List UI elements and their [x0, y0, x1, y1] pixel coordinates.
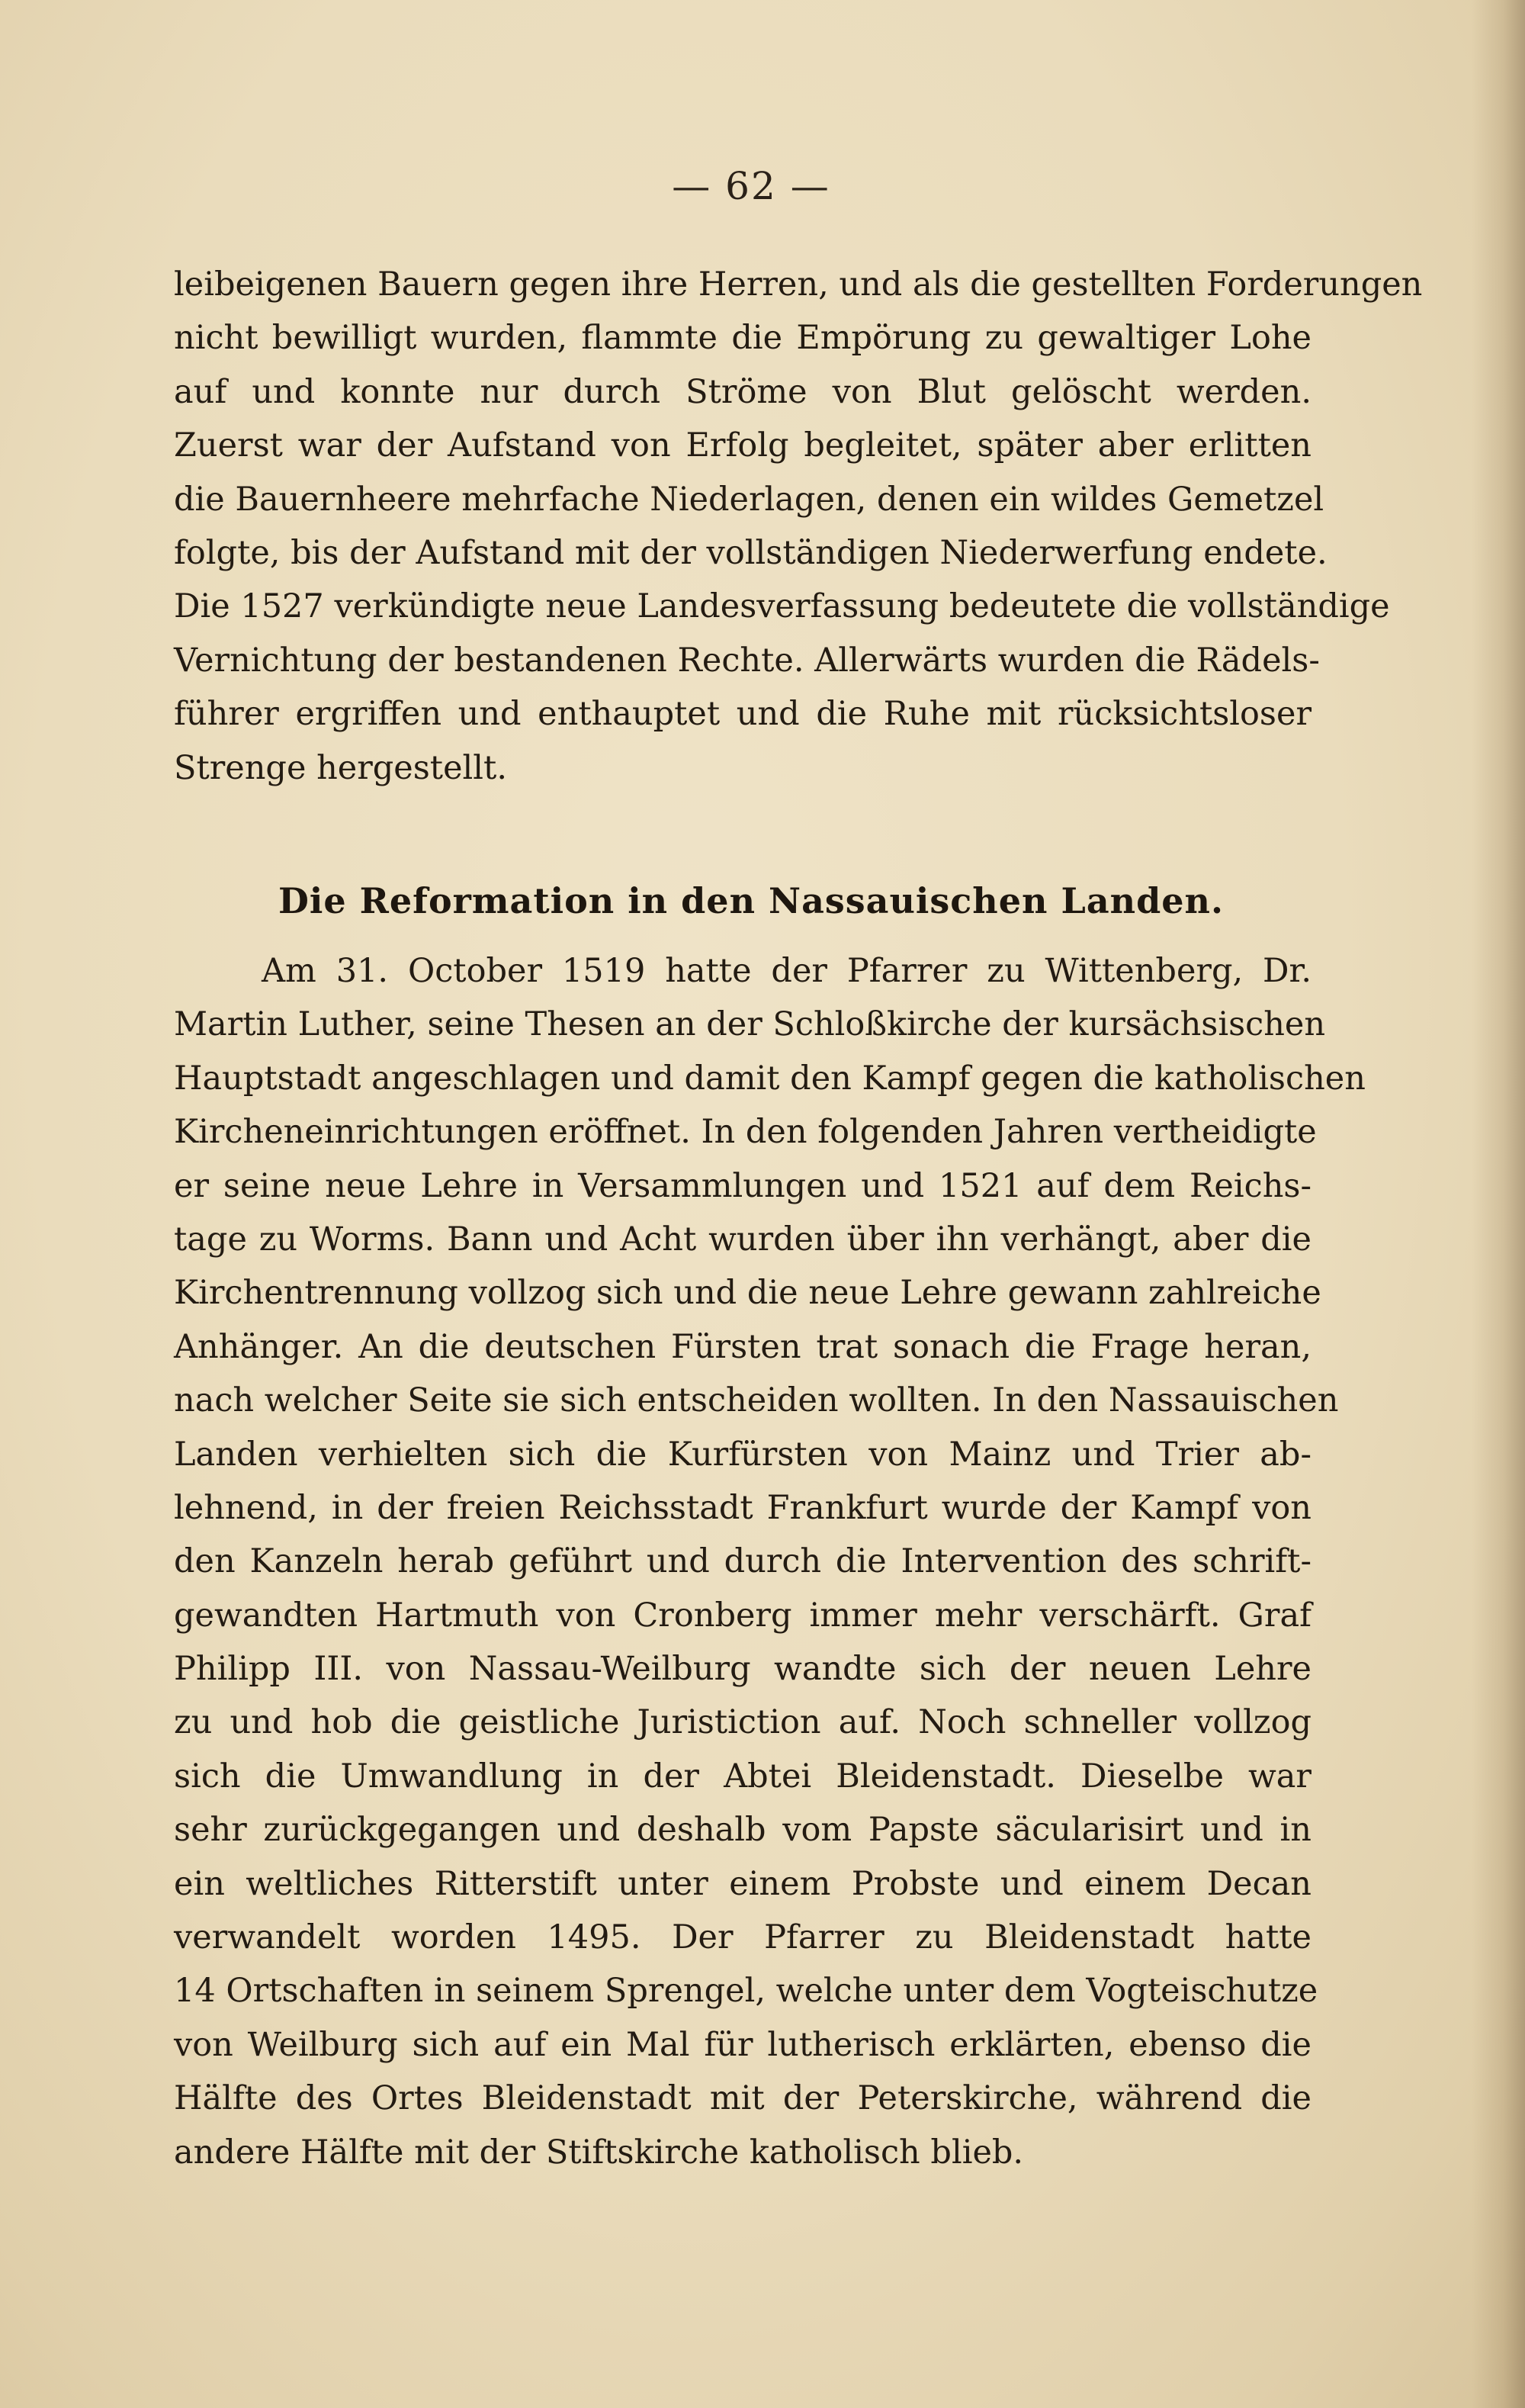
page-number: — 62 —	[672, 164, 830, 208]
text-line: Die 1527 verkündigte neue Landesverfassung bedeutete die vollständige	[174, 587, 1390, 626]
text-line: Martin Luther, seine Thesen an der Schloßkirche der kursächsischen	[174, 1005, 1326, 1044]
text-line: Vernichtung der bestandenen Rechte. Allerwärts wurden die Rädels-	[174, 641, 1320, 680]
text-line: nach welcher Seite sie sich entscheiden wollten. In den Nassauischen	[174, 1381, 1339, 1420]
text-line: den Kanzeln herab geführt und durch die Intervention des schrift-	[174, 1542, 1312, 1581]
text-line: Hauptstadt angeschlagen und damit den Kampf gegen die katholischen	[174, 1059, 1366, 1098]
text-line: von Weilburg sich auf ein Mal für lutherisch erklärten, ebenso die	[174, 2025, 1312, 2064]
section-heading: Die Reformation in den Nassauischen Landen.	[278, 880, 1224, 921]
text-line: gewandten Hartmuth von Cronberg immer mehr verschärft. Graf	[174, 1596, 1312, 1635]
text-line: Am 31. October 1519 hatte der Pfarrer zu Wittenberg, Dr.	[262, 952, 1312, 990]
text-line: sehr zurückgegangen und deshalb vom Papste säcularisirt und in	[174, 1811, 1312, 1850]
text-line: er seine neue Lehre in Versammlungen und 1521 auf dem Reichs-	[174, 1166, 1312, 1205]
text-line: Strenge hergestellt.	[174, 748, 507, 787]
text-line: auf und konnte nur durch Ströme von Blut gelöscht werden.	[174, 372, 1312, 411]
text-line: verwandelt worden 1495. Der Pfarrer zu Bleidenstadt hatte	[174, 1918, 1312, 1957]
text-line: sich die Umwandlung in der Abtei Bleidenstadt. Dieselbe war	[174, 1757, 1312, 1796]
text-line: tage zu Worms. Bann und Acht wurden über ihn verhängt, aber die	[174, 1220, 1312, 1259]
text-line: die Bauernheere mehrfache Niederlagen, denen ein wildes Gemetzel	[174, 480, 1324, 519]
text-line: Kircheneinrichtungen eröffnet. In den folgenden Jahren vertheidigte	[174, 1113, 1317, 1152]
text-line: führer ergriffen und enthauptet und die Ruhe mit rücksichtsloser	[174, 695, 1312, 734]
text-line: lehnend, in der freien Reichsstadt Frankfurt wurde der Kampf von	[174, 1488, 1312, 1527]
text-line: Kirchentrennung vollzog sich und die neue Lehre gewann zahlreiche	[174, 1274, 1321, 1313]
text-line: zu und hob die geistliche Juristiction auf. Noch schneller vollzog	[174, 1703, 1312, 1742]
text-line: andere Hälfte mit der Stiftskirche katholisch blieb.	[174, 2133, 1024, 2172]
text-line: Landen verhielten sich die Kurfürsten von Mainz und Trier ab-	[174, 1435, 1312, 1474]
text-line: Philipp III. von Nassau-Weilburg wandte sich der neuen Lehre	[174, 1650, 1312, 1689]
paragraph-2	[174, 944, 1366, 2179]
text-line: leibeigenen Bauern gegen ihre Herren, und als die gestellten Forderungen	[174, 265, 1423, 304]
paragraph-1	[174, 258, 1423, 795]
text-line: folgte, bis der Aufstand mit der vollständigen Niederwerfung endete.	[174, 533, 1328, 572]
text-line: ein weltliches Ritterstift unter einem Probste und einem Decan	[174, 1864, 1312, 1903]
page-edge-shadow	[1472, 0, 1525, 2408]
text-line: Anhänger. An die deutschen Fürsten trat sonach die Frage heran,	[174, 1327, 1312, 1366]
text-line: 14 Ortschaften in seinem Sprengel, welche unter dem Vogteischutze	[174, 1972, 1318, 2011]
text-line: Zuerst war der Aufstand von Erfolg begleitet, später aber erlitten	[174, 426, 1312, 465]
text-line: nicht bewilligt wurden, flammte die Empörung zu gewaltiger Lohe	[174, 319, 1312, 358]
text-line: Hälfte des Ortes Bleidenstadt mit der Peterskirche, während die	[174, 2079, 1312, 2118]
